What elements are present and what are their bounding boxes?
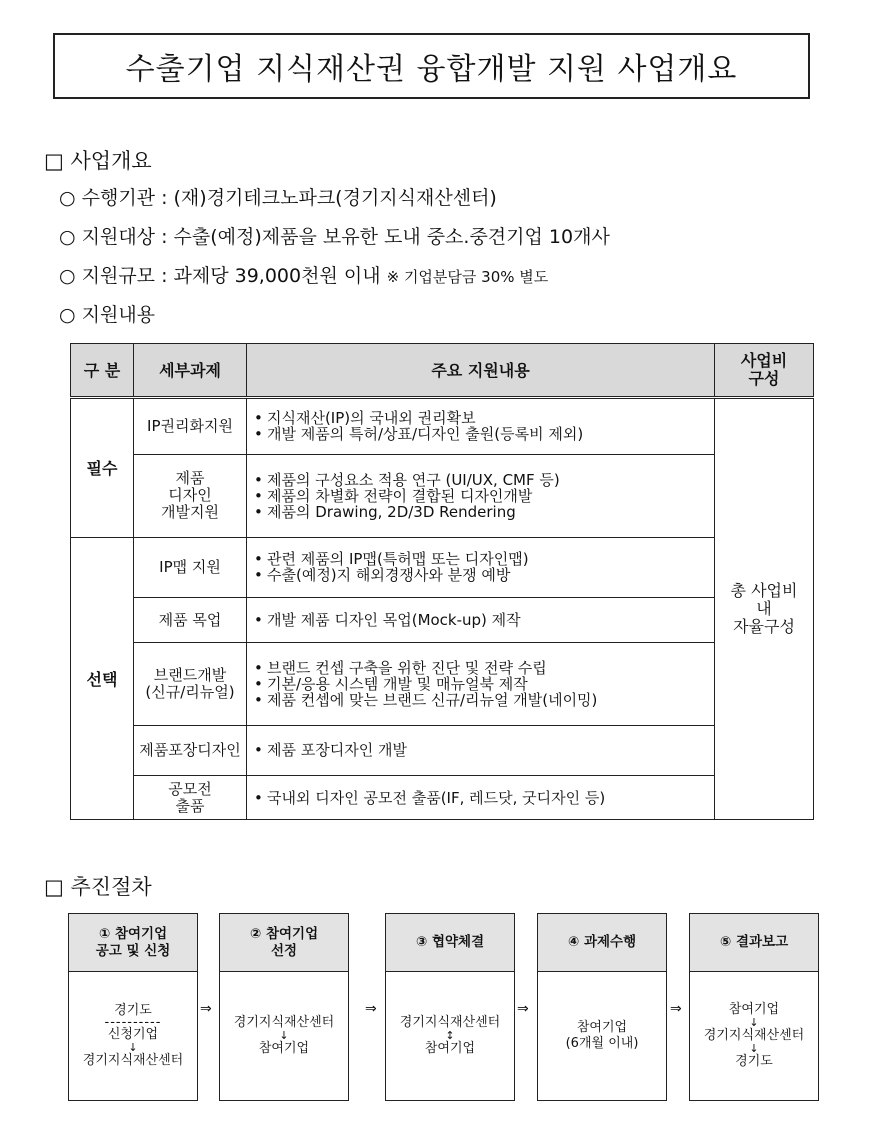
list-item: • 국내외 디자인 공모전 출품(IF, 레드닷, 굿디자인 등) xyxy=(253,790,708,806)
step-line: 경기지식재산센터 xyxy=(703,1028,805,1043)
down-arrow-icon: ↓ xyxy=(749,1042,759,1055)
overview-item-scale-note: ※ 기업분담금 30% 별도 xyxy=(386,268,549,286)
list-item: • 관련 제품의 IP맵(특허맵 또는 디자인맵) xyxy=(253,551,708,567)
step-line: 경기도 xyxy=(735,1054,773,1069)
procedure-step-5 xyxy=(689,913,819,1101)
table-row xyxy=(71,454,814,537)
step-line: 경기도 xyxy=(114,1003,152,1018)
step-line: 참여기업 xyxy=(424,1041,476,1056)
list-item: • 제품 포장디자인 개발 xyxy=(253,742,708,758)
step-body xyxy=(538,972,666,1100)
task-product-design: 제품 디자인 개발지원 xyxy=(134,454,247,537)
overview-heading: □ 사업개요 xyxy=(44,149,152,173)
list-item: • 제품의 차별화 전략이 결합된 디자인개발 xyxy=(253,488,708,504)
overview-item-scale-label: ○ 지원규모 : 과제당 39,000천원 이내 xyxy=(59,265,381,287)
step-line: 참여기업 xyxy=(258,1041,310,1056)
step-line: 참여기업 xyxy=(576,1020,628,1035)
procedure-step-2 xyxy=(219,913,349,1101)
table-row xyxy=(71,397,814,454)
procedure-step-3 xyxy=(385,913,515,1101)
table-header-row xyxy=(71,344,814,398)
document-title xyxy=(53,33,810,99)
document-title-text: 수출기업 지식재산권 융합개발 지원 사업개요 xyxy=(125,52,738,87)
task-brand: 브랜드개발 (신규/리뉴얼) xyxy=(134,643,247,725)
table-row xyxy=(71,725,814,776)
table-row xyxy=(71,643,814,725)
right-arrow-icon: ⇒ xyxy=(365,1001,377,1017)
step-line: 신청기업 xyxy=(107,1027,159,1042)
header-task: 세부과제 xyxy=(134,344,247,398)
category-optional: 선택 xyxy=(71,537,134,819)
task-mockup: 제품 목업 xyxy=(134,597,247,643)
up-down-arrow-icon: ↕ xyxy=(445,1029,455,1042)
budget-cell: 총 사업비 내 자율구성 xyxy=(715,397,814,819)
header-content: 주요 지원내용 xyxy=(247,344,715,398)
step-title: ④ 과제수행 xyxy=(538,914,666,972)
desc-ip-rights xyxy=(247,397,715,454)
step-line: (6개월 이내) xyxy=(565,1036,639,1051)
list-item: • 브랜드 컨셉 구축을 위한 진단 및 전략 수립 xyxy=(253,660,708,676)
list-item: • 수출(예정)지 해외경쟁사와 분쟁 예방 xyxy=(253,567,708,583)
down-arrow-icon: ↓ xyxy=(279,1029,289,1042)
step-line: 경기지식재산센터 xyxy=(399,1015,501,1030)
right-arrow-icon: ⇒ xyxy=(200,1001,212,1017)
right-arrow-icon: ⇒ xyxy=(517,1001,529,1017)
down-arrow-icon: ↓ xyxy=(128,1041,138,1054)
category-required: 필수 xyxy=(71,397,134,537)
desc-contest xyxy=(247,776,715,820)
step-body xyxy=(690,972,818,1100)
task-packaging: 제품포장디자인 xyxy=(134,725,247,776)
step-line: 경기지식재산센터 xyxy=(82,1053,184,1068)
list-item: • 기본/응용 시스템 개발 및 매뉴얼북 제작 xyxy=(253,676,708,692)
overview-item-content: ○ 지원내용 xyxy=(59,304,156,326)
support-content-table xyxy=(70,343,814,820)
step-title: ⑤ 결과보고 xyxy=(690,914,818,972)
step-title: ② 참여기업 선정 xyxy=(220,914,348,972)
table-row xyxy=(71,597,814,643)
list-item: • 제품 컨셉에 맞는 브랜드 신규/리뉴얼 개발(네이밍) xyxy=(253,692,708,708)
task-ip-map: IP맵 지원 xyxy=(134,537,247,597)
table-row xyxy=(71,776,814,820)
step-title: ① 참여기업 공고 및 신청 xyxy=(69,914,197,972)
procedure-heading: □ 추진절차 xyxy=(44,875,152,899)
task-contest: 공모전 출품 xyxy=(134,776,247,820)
desc-ip-map xyxy=(247,537,715,597)
list-item: • 개발 제품의 특허/상표/디자인 출원(등록비 제외) xyxy=(253,426,708,442)
overview-item-scale xyxy=(59,261,548,288)
desc-packaging xyxy=(247,725,715,776)
procedure-step-4 xyxy=(537,913,667,1101)
overview-item-agency: ○ 수행기관 : (재)경기테크노파크(경기지식재산센터) xyxy=(59,187,497,209)
list-item: • 제품의 Drawing, 2D/3D Rendering xyxy=(253,504,708,520)
right-arrow-icon: ⇒ xyxy=(670,1001,682,1017)
header-budget: 사업비 구성 xyxy=(715,344,814,398)
list-item: • 제품의 구성요소 적용 연구 (UI/UX, CMF 등) xyxy=(253,472,708,488)
step-line: 참여기업 xyxy=(728,1002,780,1017)
step-title: ③ 협약체결 xyxy=(386,914,514,972)
step-body xyxy=(220,972,348,1100)
list-item: • 개발 제품 디자인 목업(Mock-up) 제작 xyxy=(253,612,708,628)
step-body xyxy=(386,972,514,1100)
table-row xyxy=(71,537,814,597)
list-item: • 지식재산(IP)의 국내외 권리확보 xyxy=(253,410,708,426)
task-ip-rights: IP권리화지원 xyxy=(134,397,247,454)
desc-brand xyxy=(247,643,715,725)
overview-item-target: ○ 지원대상 : 수출(예정)제품을 보유한 도내 중소.중견기업 10개사 xyxy=(59,226,610,248)
header-category: 구 분 xyxy=(71,344,134,398)
step-line: 경기지식재산센터 xyxy=(233,1015,335,1030)
down-arrow-icon: ↓ xyxy=(749,1016,759,1029)
desc-product-design xyxy=(247,454,715,537)
procedure-step-1 xyxy=(68,913,198,1101)
step-body xyxy=(69,972,197,1100)
desc-mockup xyxy=(247,597,715,643)
dashed-divider: ---------- xyxy=(104,1015,162,1030)
